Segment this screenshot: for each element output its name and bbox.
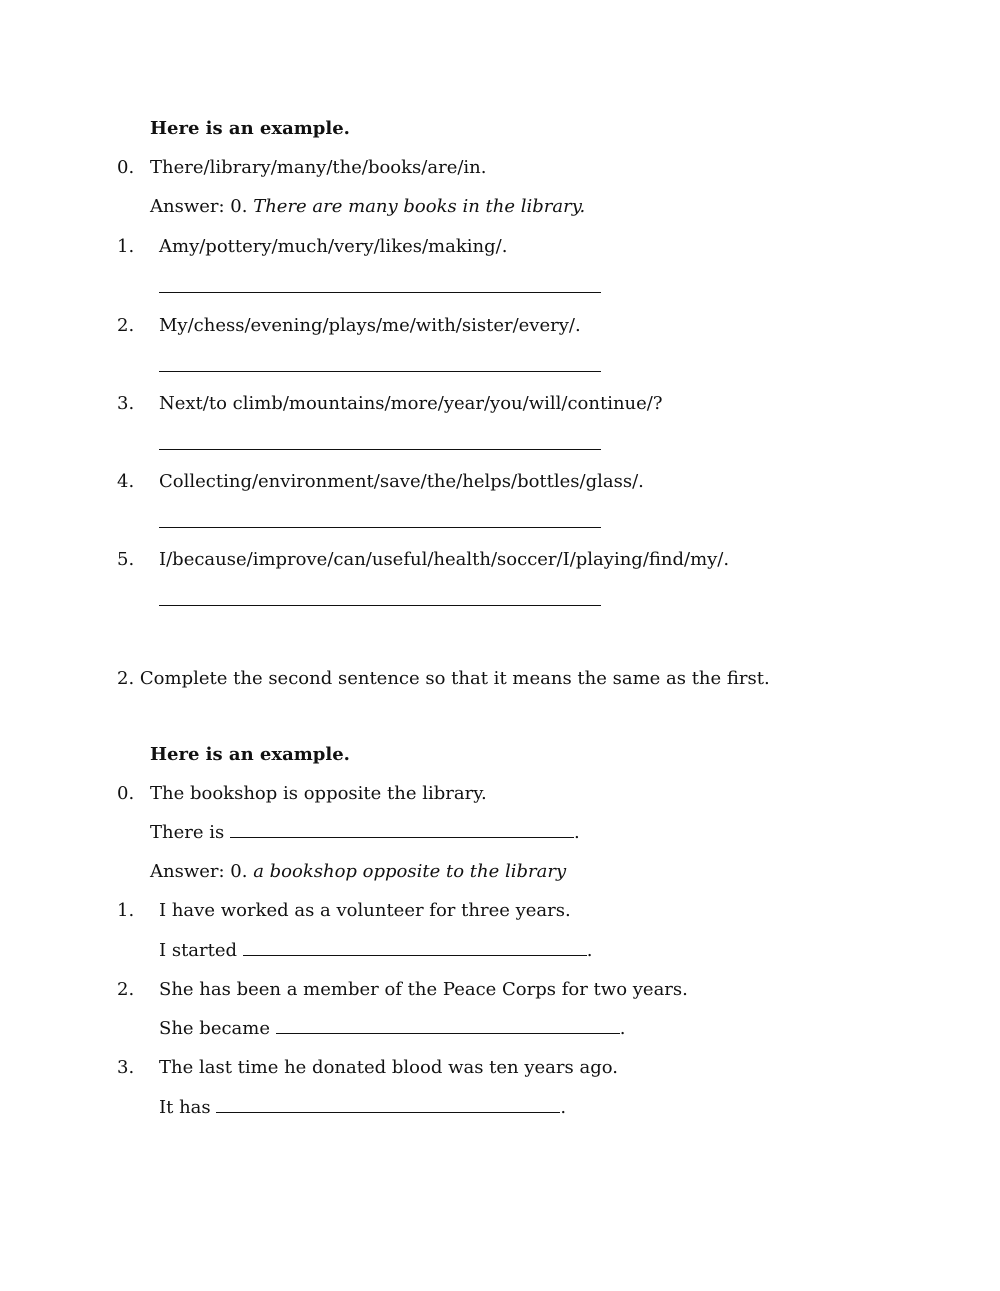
section-instruction: 2. Complete the second sentence so that it means the same as the first.: [117, 668, 770, 689]
example-prompt: The bookshop is opposite the library.: [150, 783, 487, 804]
answer-line[interactable]: [159, 292, 601, 293]
answer-line[interactable]: [159, 527, 601, 528]
item-number: 3.: [117, 1057, 135, 1078]
item-stem: [159, 1017, 625, 1041]
example-heading: Here is an example.: [150, 118, 350, 139]
item-number: 3.: [117, 393, 135, 414]
item-prompt: The last time he donated blood was ten years ago.: [159, 1057, 618, 1078]
stem-end: .: [586, 940, 593, 961]
item-prompt: Next/to climb/mountains/more/year/you/will/continue/?: [159, 393, 663, 414]
item-prompt: My/chess/evening/plays/me/with/sister/every/.: [159, 315, 581, 336]
item-number: 5.: [117, 549, 135, 570]
item-prompt: Amy/pottery/much/very/likes/making/.: [159, 236, 508, 257]
example-stem: [150, 821, 580, 845]
answer-label: Answer: 0.: [150, 196, 248, 217]
item-number: 2.: [117, 315, 135, 336]
answer-blank[interactable]: [243, 939, 587, 956]
example-answer: [150, 860, 566, 884]
item-prompt: She has been a member of the Peace Corps for two years.: [159, 979, 688, 1000]
item-prompt: I have worked as a volunteer for three years.: [159, 900, 571, 921]
answer-blank[interactable]: [230, 821, 574, 838]
item-prompt: I/because/improve/can/useful/health/soccer/I/playing/find/my/.: [159, 549, 730, 570]
example-heading: Here is an example.: [150, 744, 350, 765]
answer-label: Answer: 0.: [150, 861, 248, 882]
stem-end: .: [573, 822, 580, 843]
answer-line[interactable]: [159, 371, 601, 372]
item-number: 4.: [117, 471, 135, 492]
item-number: 2.: [117, 979, 135, 1000]
example-number: 0.: [117, 157, 135, 178]
example-prompt: There/library/many/the/books/are/in.: [150, 157, 487, 178]
answer-text: a bookshop opposite to the library: [253, 861, 567, 882]
stem-text: I started: [159, 940, 238, 961]
answer-line[interactable]: [159, 449, 601, 450]
answer-blank[interactable]: [276, 1017, 620, 1034]
example-number: 0.: [117, 783, 135, 804]
item-prompt: Collecting/environment/save/the/helps/bottles/glass/.: [159, 471, 644, 492]
item-stem: [159, 939, 593, 963]
answer-line[interactable]: [159, 605, 601, 606]
item-number: 1.: [117, 236, 135, 257]
stem-text: She became: [159, 1018, 271, 1039]
stem-text: There is: [150, 822, 225, 843]
answer-text: There are many books in the library.: [253, 196, 586, 217]
stem-end: .: [619, 1018, 626, 1039]
example-answer: [150, 195, 585, 219]
answer-blank[interactable]: [216, 1096, 560, 1113]
stem-end: .: [560, 1097, 567, 1118]
stem-text: It has: [159, 1097, 211, 1118]
item-stem: [159, 1096, 566, 1120]
item-number: 1.: [117, 900, 135, 921]
